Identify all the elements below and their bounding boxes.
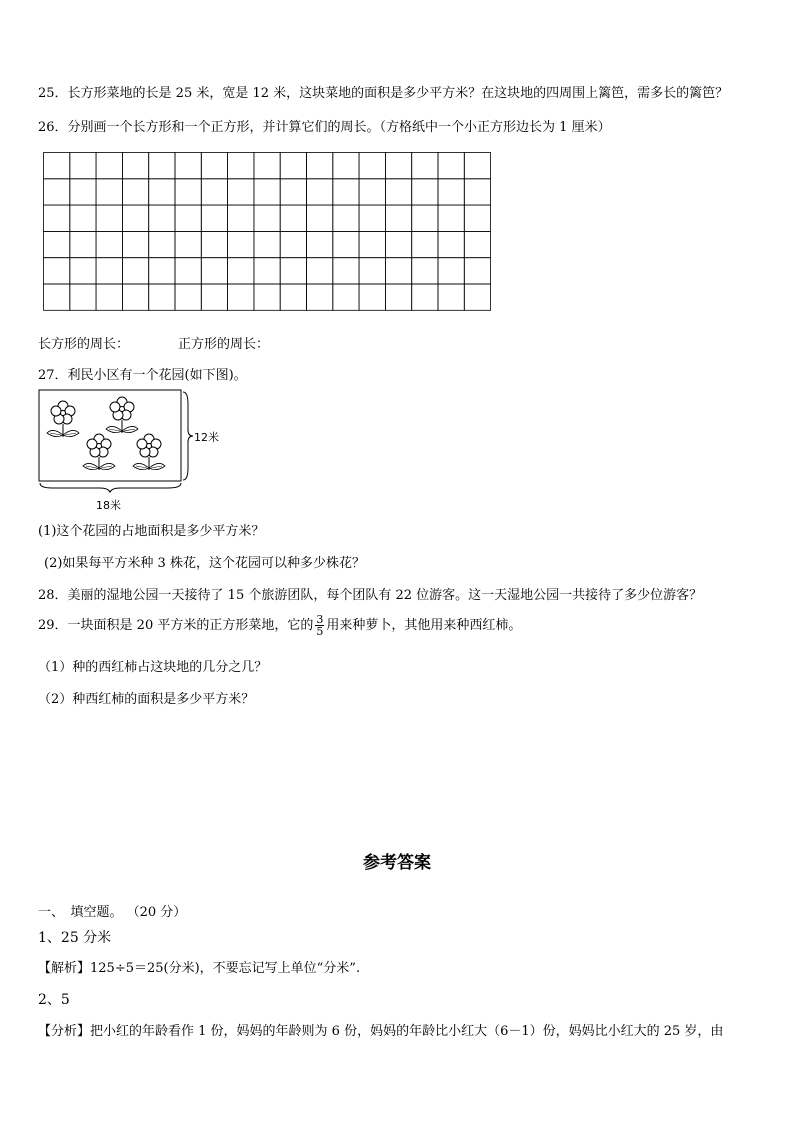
grid-cell — [464, 258, 490, 284]
question-29 — [38, 614, 521, 637]
grid-cell — [280, 231, 306, 257]
answers-section-header: 一、 填空题。 （20 分） — [38, 905, 187, 920]
grid-cell — [122, 258, 148, 284]
grid-cell — [96, 231, 122, 257]
grid-cell — [175, 153, 201, 179]
grid-cell — [175, 258, 201, 284]
grid-cell — [44, 258, 70, 284]
grid-cell — [359, 258, 385, 284]
grid-cell — [412, 153, 438, 179]
grid-cell — [333, 205, 359, 231]
grid-cell — [280, 284, 306, 310]
grid-cell — [280, 205, 306, 231]
question-27: 27．利民小区有一个花园(如下图)。 — [38, 368, 247, 383]
grid-cell — [464, 205, 490, 231]
grid-cell — [122, 284, 148, 310]
grid-cell — [149, 231, 175, 257]
grid-cell — [254, 179, 280, 205]
grid-cell — [359, 284, 385, 310]
grid-cell — [307, 284, 333, 310]
question-29-sub1: （1）种的西红柿占这块地的几分之几？ — [38, 660, 268, 675]
question-26: 26．分别画一个长方形和一个正方形，并计算它们的周长。（方格纸中一个小正方形边长为 1 厘米） — [38, 120, 611, 135]
grid-cell — [359, 179, 385, 205]
grid-cell — [122, 231, 148, 257]
grid-cell — [228, 258, 254, 284]
question-28: 28．美丽的湿地公园一天接待了 15 个旅游团队，每个团队有 22 位游客。这一天湿地公园一共接待了多少位游客？ — [38, 588, 703, 603]
grid-cell — [175, 179, 201, 205]
grid-cell — [96, 258, 122, 284]
answer-1: 1、25 分米 — [38, 930, 112, 946]
grid-cell — [385, 205, 411, 231]
answers-title: 参考答案 — [363, 853, 431, 873]
grid-cell — [122, 205, 148, 231]
rect-perimeter-label: 长方形的周长： — [38, 337, 130, 352]
question-29-text-before: 29．一块面积是 20 平方米的正方形菜地，它的 — [38, 618, 314, 633]
grid-cell — [44, 231, 70, 257]
grid-cell — [280, 258, 306, 284]
answer-1-analysis: 【解析】125÷5＝25(分米)，不要忘记写上单位“分米”. — [38, 961, 361, 976]
grid-cell — [412, 284, 438, 310]
grid-cell — [385, 231, 411, 257]
grid-cell — [201, 258, 227, 284]
grid-cell — [280, 179, 306, 205]
grid-cell — [464, 153, 490, 179]
grid-cell — [438, 258, 464, 284]
grid-cell — [201, 231, 227, 257]
grid-cell — [438, 284, 464, 310]
grid-cell — [70, 284, 96, 310]
grid-cell — [228, 153, 254, 179]
answer-2-analysis: 【分析】把小红的年龄看作 1 份，妈妈的年龄则为 6 份，妈妈的年龄比小红大（6－1）份，妈妈比小红大的 25 岁，由 — [38, 1024, 724, 1039]
grid-cell — [333, 258, 359, 284]
grid-cell — [149, 284, 175, 310]
grid-cell — [359, 205, 385, 231]
grid-cell — [464, 179, 490, 205]
fraction-denominator: 5 — [316, 625, 324, 638]
grid-cell — [254, 284, 280, 310]
grid-cell — [149, 205, 175, 231]
width-label: 18米 — [96, 499, 121, 512]
grid-cell — [254, 231, 280, 257]
grid-cell — [201, 179, 227, 205]
grid-cell — [464, 284, 490, 310]
grid-cell — [412, 258, 438, 284]
question-29-sub2: （2）种西红柿的面积是多少平方米？ — [38, 692, 255, 707]
grid-cell — [96, 284, 122, 310]
grid-cell — [96, 179, 122, 205]
grid-cell — [70, 231, 96, 257]
grid-cell — [254, 205, 280, 231]
grid-cell — [307, 179, 333, 205]
grid-cell — [201, 284, 227, 310]
grid-cell — [70, 258, 96, 284]
grid-cell — [122, 179, 148, 205]
grid-cell — [307, 231, 333, 257]
grid-cell — [333, 153, 359, 179]
garden-figure — [36, 386, 236, 512]
grid-cell — [412, 205, 438, 231]
grid-cell — [359, 231, 385, 257]
grid-cell — [333, 284, 359, 310]
grid-cell — [175, 284, 201, 310]
fraction-numerator: 3 — [316, 613, 324, 626]
grid-cell — [70, 153, 96, 179]
flower-icon — [106, 397, 138, 433]
width-brace — [40, 483, 181, 492]
grid-cell — [385, 284, 411, 310]
grid-cell — [438, 205, 464, 231]
grid-cell — [122, 153, 148, 179]
grid-cell — [228, 284, 254, 310]
grid-cell — [201, 153, 227, 179]
grid-cell — [333, 231, 359, 257]
grid-cell — [44, 284, 70, 310]
question-27-sub1: (1)这个花园的占地面积是多少平方米？ — [38, 524, 265, 539]
grid-cell — [385, 179, 411, 205]
question-25: 25．长方形菜地的长是 25 米，宽是 12 米，这块菜地的面积是多少平方米？在这块地的四周围上篱笆，需多长的篱笆？ — [38, 86, 729, 101]
grid-cell — [201, 205, 227, 231]
flower-icon — [83, 434, 115, 470]
fraction — [315, 614, 324, 637]
grid-cell — [385, 258, 411, 284]
grid-cell — [70, 205, 96, 231]
grid-cell — [149, 153, 175, 179]
grid-cell — [359, 153, 385, 179]
grid-cell — [438, 231, 464, 257]
grid-cell — [175, 231, 201, 257]
square-perimeter-label: 正方形的周长： — [178, 337, 270, 352]
grid-cell — [96, 153, 122, 179]
grid-cell — [385, 153, 411, 179]
answer-2: 2、5 — [38, 992, 70, 1008]
grid-cell — [438, 179, 464, 205]
flower-icon — [133, 434, 165, 470]
grid-cell — [149, 179, 175, 205]
grid-cell — [412, 179, 438, 205]
grid-cell — [333, 179, 359, 205]
grid-cell — [254, 153, 280, 179]
grid-cell — [228, 179, 254, 205]
grid-cell — [175, 205, 201, 231]
grid-cell — [44, 153, 70, 179]
grid-cell — [254, 258, 280, 284]
grid-cell — [228, 205, 254, 231]
grid-cell — [228, 231, 254, 257]
grid-cell — [464, 231, 490, 257]
grid-cell — [70, 179, 96, 205]
height-brace — [183, 392, 193, 480]
grid-cell — [44, 179, 70, 205]
grid-cell — [280, 153, 306, 179]
grid-cell — [412, 231, 438, 257]
height-label: 12米 — [194, 431, 219, 444]
square-grid — [43, 152, 495, 312]
grid-cell — [96, 205, 122, 231]
flower-icon — [47, 401, 79, 437]
question-29-text-after: 用来种萝卜，其他用来种西红柿。 — [326, 618, 522, 633]
grid-cell — [44, 205, 70, 231]
grid-cell — [307, 153, 333, 179]
grid-cell — [307, 258, 333, 284]
grid-cell — [307, 205, 333, 231]
grid-cell — [438, 153, 464, 179]
grid-cell — [149, 258, 175, 284]
question-27-sub2: (2)如果每平方米种 3 株花，这个花园可以种多少株花？ — [44, 556, 365, 571]
